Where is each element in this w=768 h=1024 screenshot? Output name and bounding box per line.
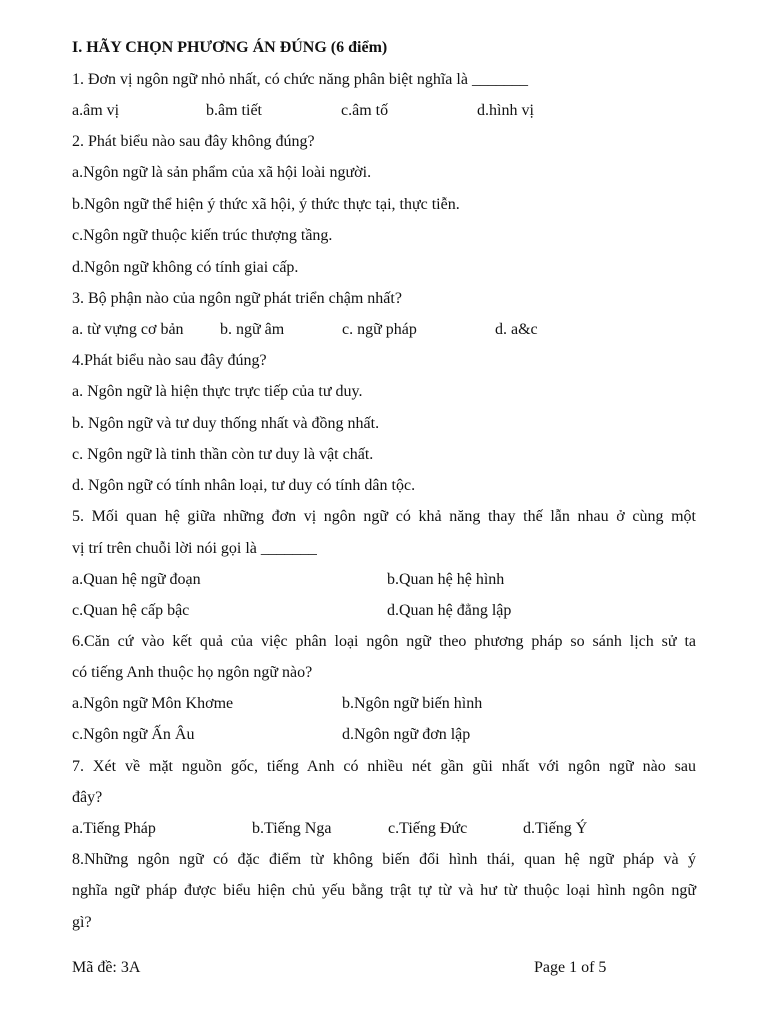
question-7-text-line-1: 7. Xét về mặt nguồn gốc, tiếng Anh có nhiều nét gần gũi nhất với ngôn ngữ nào sau [72,758,696,775]
question-8-text-line-1: 8.Những ngôn ngữ có đặc điểm từ không biến đổi hình thái, quan hệ ngữ pháp và ý [72,851,696,868]
question-7-text-line-2: đây? [72,789,103,806]
question-6-text-line-1: 6.Căn cứ vào kết quả của việc phân loại ngôn ngữ theo phương pháp so sánh lịch sử ta [72,633,696,650]
question-5-text-line-1: 5. Mối quan hệ giữa những đơn vị ngôn ngữ có khả năng thay thế lẫn nhau ở cùng một [72,508,696,525]
q3-option-d: d. a&c [495,321,538,338]
question-8-text-line-3: gì? [72,914,92,931]
q7-option-b: b.Tiếng Nga [252,820,332,837]
q1-option-d: d.hình vị [477,102,534,119]
q4-option-b: b. Ngôn ngữ và tư duy thống nhất và đồng nhất. [72,415,380,432]
question-4-text: 4.Phát biểu nào sau đây đúng? [72,352,267,369]
exam-code: Mã đề: 3A [72,959,141,976]
q4-option-c: c. Ngôn ngữ là tinh thần còn tư duy là vật chất. [72,446,374,463]
q5-option-c: c.Quan hệ cấp bậc [72,602,190,619]
q2-option-b: b.Ngôn ngữ thể hiện ý thức xã hội, ý thức thực tại, thực tiễn. [72,196,460,213]
question-6-text-line-2: có tiếng Anh thuộc họ ngôn ngữ nào? [72,664,313,681]
question-5-text-line-2: vị trí trên chuỗi lời nói gọi là _______ [72,540,317,557]
question-2-text: 2. Phát biểu nào sau đây không đúng? [72,133,315,150]
q5-option-a: a.Quan hệ ngữ đoạn [72,571,201,588]
q7-option-d: d.Tiếng Ý [523,820,588,837]
q4-option-d: d. Ngôn ngữ có tính nhân loại, tư duy có tính dân tộc. [72,477,416,494]
q3-option-a: a. từ vựng cơ bản [72,321,184,338]
q6-option-b: b.Ngôn ngữ biến hình [342,695,483,712]
q2-option-d: d.Ngôn ngữ không có tính giai cấp. [72,259,299,276]
q5-option-b: b.Quan hệ hệ hình [387,571,505,588]
question-3-text: 3. Bộ phận nào của ngôn ngữ phát triển chậm nhất? [72,290,402,307]
q7-option-a: a.Tiếng Pháp [72,820,156,837]
q3-option-b: b. ngữ âm [220,321,285,338]
page-number: Page 1 of 5 [534,959,607,976]
q6-option-d: d.Ngôn ngữ đơn lập [342,726,471,743]
q4-option-a: a. Ngôn ngữ là hiện thực trực tiếp của tư duy. [72,383,363,400]
q2-option-a: a.Ngôn ngữ là sản phẩm của xã hội loài người. [72,164,372,181]
q6-option-c: c.Ngôn ngữ Ấn Âu [72,726,195,743]
question-1-text: 1. Đơn vị ngôn ngữ nhỏ nhất, có chức năng phân biệt nghĩa là _______ [72,71,528,88]
q5-option-d: d.Quan hệ đẳng lập [387,602,512,619]
section-title: I. HÃY CHỌN PHƯƠNG ÁN ĐÚNG (6 điểm) [72,39,388,56]
q2-option-c: c.Ngôn ngữ thuộc kiến trúc thượng tầng. [72,227,333,244]
q3-option-c: c. ngữ pháp [342,321,417,338]
question-8-text-line-2: nghĩa ngữ pháp được biểu hiện chủ yếu bằng trật tự từ và hư từ thuộc loại hình ngôn ngữ [72,882,696,899]
q6-option-a: a.Ngôn ngữ Môn Khơme [72,695,234,712]
q1-option-a: a.âm vị [72,102,120,119]
q1-option-c: c.âm tố [341,102,389,119]
q7-option-c: c.Tiếng Đức [388,820,468,837]
q1-option-b: b.âm tiết [206,102,262,119]
